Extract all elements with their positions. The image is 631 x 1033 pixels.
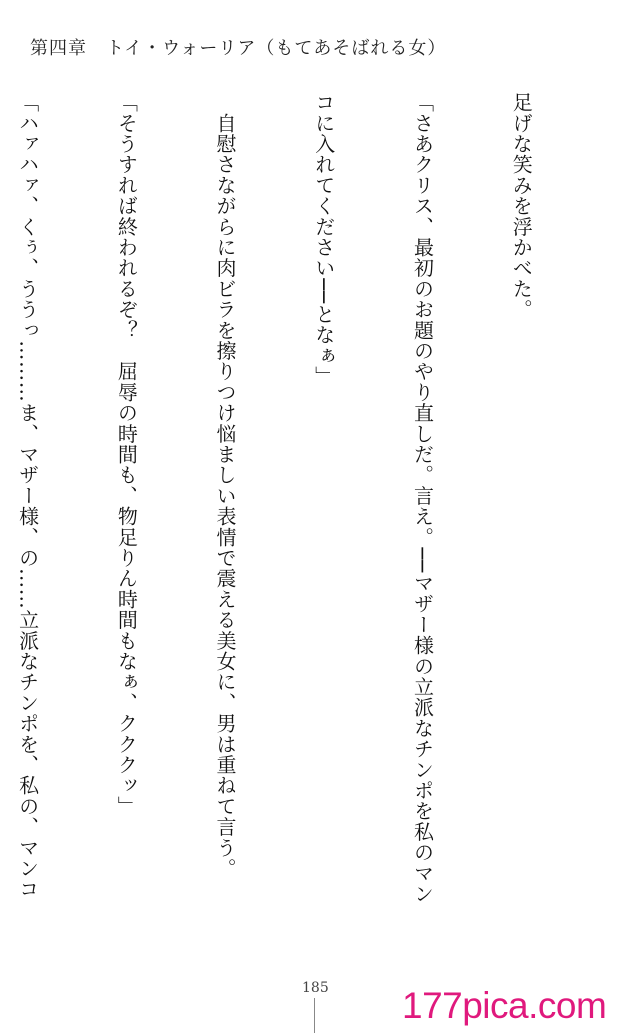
novel-body-text (15, 92, 603, 942)
text-line: 「ハァハァ、くぅ、ううっ………ま、マザー様、の……立派なチンポを、私の、マンコ (15, 92, 40, 900)
page-number-rule (314, 998, 315, 1033)
text-line: 自慰さながらに肉ビラを擦りつけ悩ましい表情で震える美女に、男は重ねて言う。 (213, 92, 238, 879)
page-number: 185 (302, 980, 329, 996)
site-watermark: 177pica.com (402, 985, 607, 1026)
text-line: コに入れてください──となぁ」 (311, 92, 336, 387)
text-line: 足げな笑みを浮かべた。 (509, 92, 534, 320)
text-line: 「そうすれば終われるぞ？ 屈辱の時間も、物足りん時間もなぁ、クククッ」 (114, 92, 139, 817)
chapter-header: 第四章 トイ・ウォーリア（もてあそばれる女） (30, 38, 447, 59)
text-line: 「さあクリス、最初のお題のやり直しだ。言え。──マザー様の立派なチンポを私のマン (410, 92, 435, 905)
